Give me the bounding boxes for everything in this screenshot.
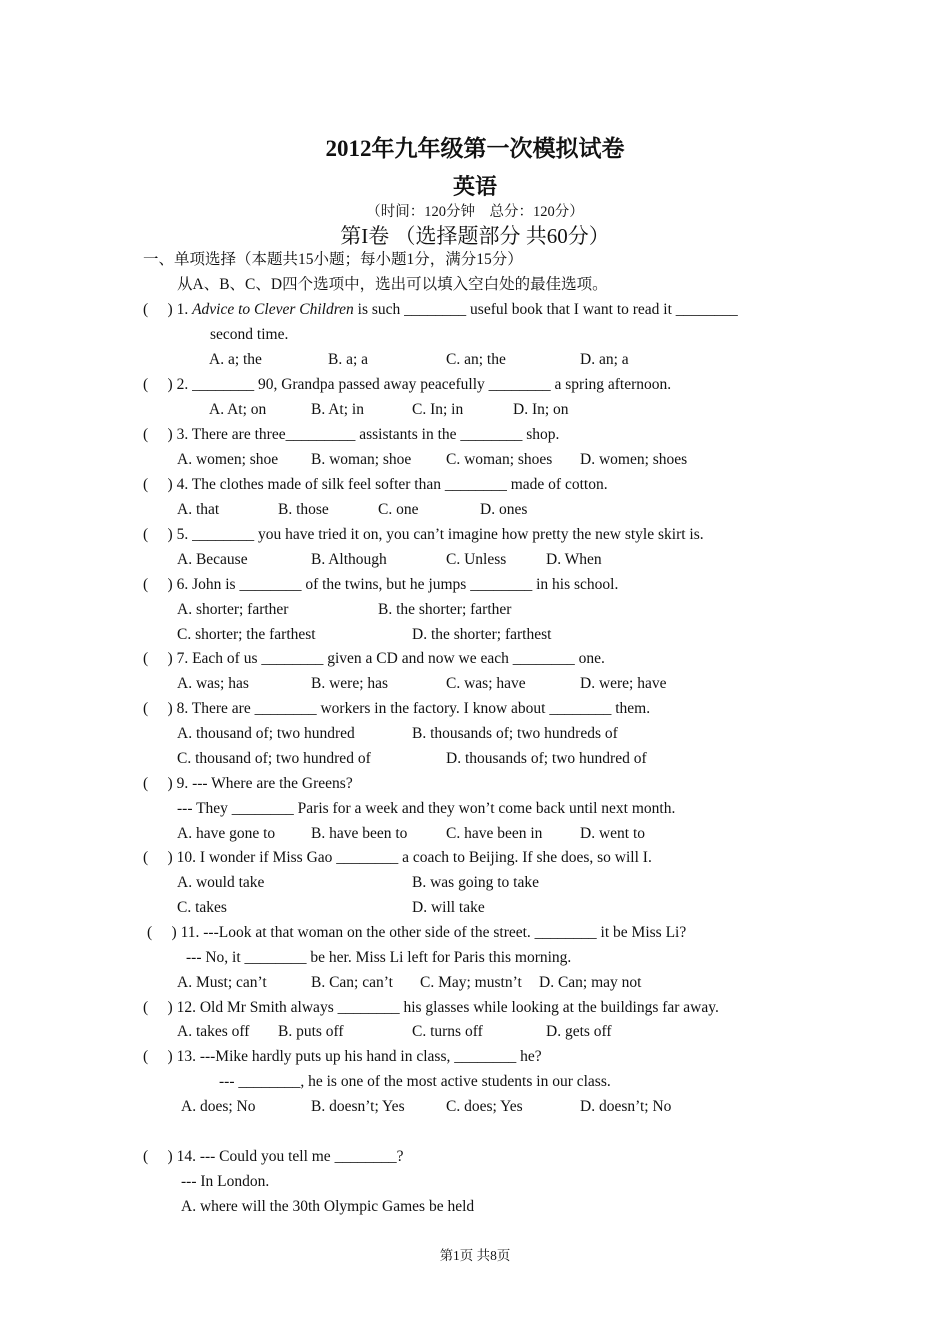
question-10-option-d: D. will take — [412, 899, 485, 916]
question-2-stem: ( ) 2. ________ 90, Grandpa passed away peacefully ________ a spring afternoon. — [143, 376, 672, 393]
question-11-option-a: A. Must; can’t — [177, 974, 267, 991]
question-10-option-a: A. would take — [177, 874, 265, 891]
question-9-option-d: D. went to — [580, 825, 646, 842]
question-12-option-b: B. puts off — [278, 1023, 344, 1040]
question-3-stem: ( ) 3. There are three_________ assistants in the ________ shop. — [143, 426, 560, 443]
question-10-option-b: B. was going to take — [412, 874, 539, 891]
question-11-stem: ( ) 11. ---Look at that woman on the other side of the street. ________ it be Miss Li? — [147, 924, 687, 941]
question-1-prefix: ( ) 1. — [143, 301, 193, 318]
question-5-option-d: D. When — [546, 551, 602, 568]
question-3-option-c: C. woman; shoes — [446, 451, 553, 468]
question-4-option-c: C. one — [378, 501, 419, 518]
question-13-stem-line2: --- ________, he is one of the most active students in our class. — [219, 1073, 611, 1090]
question-12-stem: ( ) 12. Old Mr Smith always ________ his glasses while looking at the buildings far away. — [143, 999, 719, 1016]
question-1-stem-rest: is such ________ useful book that I want to read it ________ — [353, 301, 738, 318]
page-footer: 第1页 共8页 — [439, 1248, 511, 1263]
question-4-option-d: D. ones — [480, 501, 528, 518]
question-9-option-b: B. have been to — [311, 825, 408, 842]
question-6-stem: ( ) 6. John is ________ of the twins, but he jumps ________ in his school. — [143, 576, 619, 593]
question-13-option-d: D. doesn’t; No — [580, 1098, 672, 1115]
question-3-option-d: D. women; shoes — [580, 451, 688, 468]
question-13-option-c: C. does; Yes — [446, 1098, 523, 1115]
question-11-option-c: C. May; mustn’t — [420, 974, 522, 991]
question-4-stem: ( ) 4. The clothes made of silk feel softer than ________ made of cotton. — [143, 476, 608, 493]
question-1-option-d: D. an; a — [580, 351, 629, 368]
question-7-option-b: B. were; has — [311, 675, 389, 692]
question-1-book-title: Advice to Clever Children — [192, 301, 354, 318]
question-9-option-a: A. have gone to — [177, 825, 276, 842]
question-11-option-d: D. Can; may not — [539, 974, 642, 991]
question-12-option-c: C. turns off — [412, 1023, 483, 1040]
question-9-stem: ( ) 9. --- Where are the Greens? — [143, 775, 353, 792]
question-7-stem: ( ) 7. Each of us ________ given a CD and now we each ________ one. — [143, 650, 605, 667]
question-4-option-a: A. that — [177, 501, 220, 518]
question-9-stem-line2: --- They ________ Paris for a week and they won’t come back until next month. — [177, 800, 676, 817]
question-1-option-b: B. a; a — [328, 351, 369, 368]
question-3-option-b: B. woman; shoe — [311, 451, 412, 468]
question-10-stem: ( ) 10. I wonder if Miss Gao ________ a coach to Beijing. If she does, so will I. — [143, 849, 652, 866]
question-5-option-c: C. Unless — [446, 551, 507, 568]
question-1-option-a: A. a; the — [209, 351, 262, 368]
question-10-option-c: C. takes — [177, 899, 227, 916]
question-4-option-b: B. those — [278, 501, 329, 518]
question-12-option-d: D. gets off — [546, 1023, 612, 1040]
question-1-stem-line2: second time. — [210, 326, 289, 343]
question-2-option-b: B. At; in — [311, 401, 364, 418]
question-5-stem: ( ) 5. ________ you have tried it on, you can’t imagine how pretty the new style skirt is. — [143, 526, 704, 543]
question-11-stem-line2: --- No, it ________ be her. Miss Li left for Paris this morning. — [186, 949, 572, 966]
question-5-option-a: A. Because — [177, 551, 248, 568]
question-7-option-c: C. was; have — [446, 675, 526, 692]
question-6-option-c: C. shorter; the farthest — [177, 626, 316, 643]
question-14-stem-line2: --- In London. — [181, 1173, 270, 1190]
question-8-option-b: B. thousands of; two hundreds of — [412, 725, 618, 742]
exam-title: 2012年九年级第一次模拟试卷 — [325, 136, 625, 161]
question-6-option-a: A. shorter; farther — [177, 601, 289, 618]
question-13-stem: ( ) 13. ---Mike hardly puts up his hand in class, ________ he? — [143, 1048, 542, 1065]
question-13-option-b: B. doesn’t; Yes — [311, 1098, 405, 1115]
question-12-option-a: A. takes off — [177, 1023, 250, 1040]
question-3-option-a: A. women; shoe — [177, 451, 279, 468]
exam-time-info: （时间：120分钟 总分：120分） — [366, 204, 584, 220]
question-1-stem — [143, 299, 738, 321]
question-9-option-c: C. have been in — [446, 825, 543, 842]
question-2-option-a: A. At; on — [209, 401, 267, 418]
question-8-option-a: A. thousand of; two hundred — [177, 725, 355, 742]
question-7-option-d: D. were; have — [580, 675, 667, 692]
question-1-option-c: C. an; the — [446, 351, 506, 368]
exam-subject: 英语 — [452, 174, 497, 199]
question-8-option-c: C. thousand of; two hundred of — [177, 750, 371, 767]
question-14-option-a: A. where will the 30th Olympic Games be held — [181, 1198, 475, 1215]
exam-volume-heading: 第I卷 （选择题部分 共60分） — [340, 224, 610, 248]
question-6-option-d: D. the shorter; farthest — [412, 626, 552, 643]
question-8-option-d: D. thousands of; two hundred of — [446, 750, 647, 767]
question-6-option-b: B. the shorter; farther — [378, 601, 512, 618]
question-2-option-c: C. In; in — [412, 401, 464, 418]
section-instruction: 从A、B、C、D四个选项中，选出可以填入空白处的最佳选项。 — [177, 276, 608, 293]
question-8-stem: ( ) 8. There are ________ workers in the factory. I know about ________ them. — [143, 700, 651, 717]
section-heading: 一、单项选择（本题共15小题；每小题1分，满分15分） — [143, 251, 523, 268]
question-13-option-a: A. does; No — [181, 1098, 256, 1115]
question-2-option-d: D. In; on — [513, 401, 569, 418]
question-5-option-b: B. Although — [311, 551, 387, 568]
question-7-option-a: A. was; has — [177, 675, 249, 692]
question-11-option-b: B. Can; can’t — [311, 974, 393, 991]
question-14-stem: ( ) 14. --- Could you tell me ________? — [143, 1148, 404, 1165]
